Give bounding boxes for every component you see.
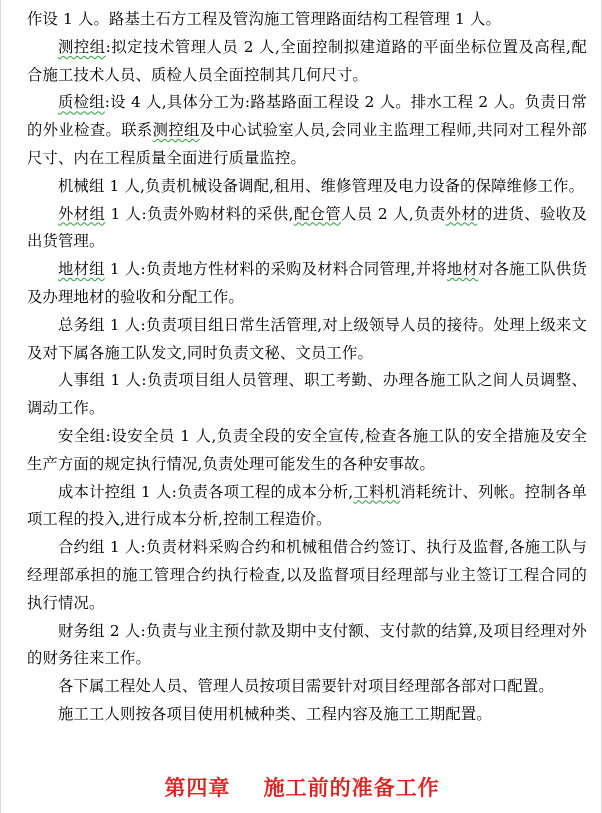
chapter-title: 施工前的准备工作 [263,775,440,800]
paragraph [27,673,587,701]
spellcheck-underlined-text: 配仓管 [293,204,342,223]
paragraph-text: 安全组:设安全员 1 人,负责全段的安全宣传,检查各施工队的安全措施及安全生产方面的规定执行情况,负责处理可能发生的各种安事故。 [27,426,587,473]
spellcheck-underlined-text: 质检组 [58,93,105,112]
spellcheck-underlined-text: 地材组 [58,260,105,279]
paragraph [27,367,587,423]
spellcheck-underlined-text: 外材 [445,204,478,223]
paragraph [27,201,587,257]
paragraph-text: 人员 2 人,负责 [341,204,446,223]
paragraph-text: 作设 1 人。路基土石方工程及管沟施工管理路面结构工程管理 1 人。 [27,10,502,28]
paragraph [27,534,587,617]
paragraph-text: :设 4 人,具体分工为:路基路面工程设 2 人。排水工程 2 人。负责日常的外业检查。联系 [27,93,587,140]
paragraph-text: 施工工人则按各项目使用机械种类、工程内容及施工工期配置。 [58,704,492,723]
paragraph-text: 及中心试验室人员,会同业主监理工程师,共同对工程外部尺寸、内在工程质量全面进行质量监控。 [27,121,587,167]
paragraph-text: 财务组 2 人:负责与业主预付款及期中支付额、支付款的结算,及项目经理对外的财务往来工作。 [27,621,587,668]
paragraph [27,6,587,34]
paragraph-text: 合约组 1 人:负责材料采购合约和机械租借合约签订、执行及监督,各施工队与经理部承担的施工管理合约执行检查,以及监督项目经理部与业主签订工程合同的执行情况。 [27,538,587,612]
paragraph [27,618,587,674]
spellcheck-underlined-text: 外材组 [58,204,106,223]
paragraph [27,423,587,479]
paragraph [27,34,587,90]
paragraph [27,312,587,368]
paragraph-text: 各下属工程处人员、管理人员按项目需要针对项目经理部各部对口配置。 [58,677,554,696]
spellcheck-underlined-text: 测控组 [58,37,106,56]
paragraph [27,89,587,172]
paragraph [27,256,587,312]
paragraph-text: 1 人:负责地方性材料的采购及材料合同管理,并将 [104,260,447,279]
spellcheck-underlined-text: 地材 [446,260,479,279]
spellcheck-underlined-text: 测控组 [152,121,200,140]
paragraph [27,173,587,201]
paragraph-text: 消耗统计、列帐。控制各单项工程的投入,进行成本分析,控制工程造价。 [27,482,588,529]
paragraph-text: 总务组 1 人:负责项目组日常生活管理,对上级领导人员的接待。处理上级来文及对下属各施工队发文,同时负责文秘、文员工作。 [27,315,587,362]
paragraph-text: 机械组 1 人,负责机械设备调配,租用、维修管理及电力设备的保障维修工作。 [58,176,585,195]
spellcheck-underlined-text: 工料机 [353,482,401,501]
paragraph-text: 的进货、验收及出货管理。 [27,204,587,251]
paragraph-text: 1 人:负责外购材料的采供, [105,204,294,223]
paragraph [27,701,587,729]
body-text [27,6,587,729]
paragraph-text: 对各施工队供货及办理地材的验收和分配工作。 [27,260,588,306]
paragraph-text: 人事组 1 人:负责项目组人员管理、职工考勤、办理各施工队之间人员调整、调动工作。 [27,371,587,418]
paragraph [27,479,587,535]
chapter-heading [1,772,602,802]
chapter-number: 第四章 [164,775,231,800]
paragraph-text: 成本计控组 1 人:负责各项工程的成本分析, [58,482,354,501]
paragraph-text: :拟定技术管理人员 2 人,全面控制拟建道路的平面坐标位置及高程,配合施工技术人员、质检人员全面控制其几何尺寸。 [27,37,587,84]
